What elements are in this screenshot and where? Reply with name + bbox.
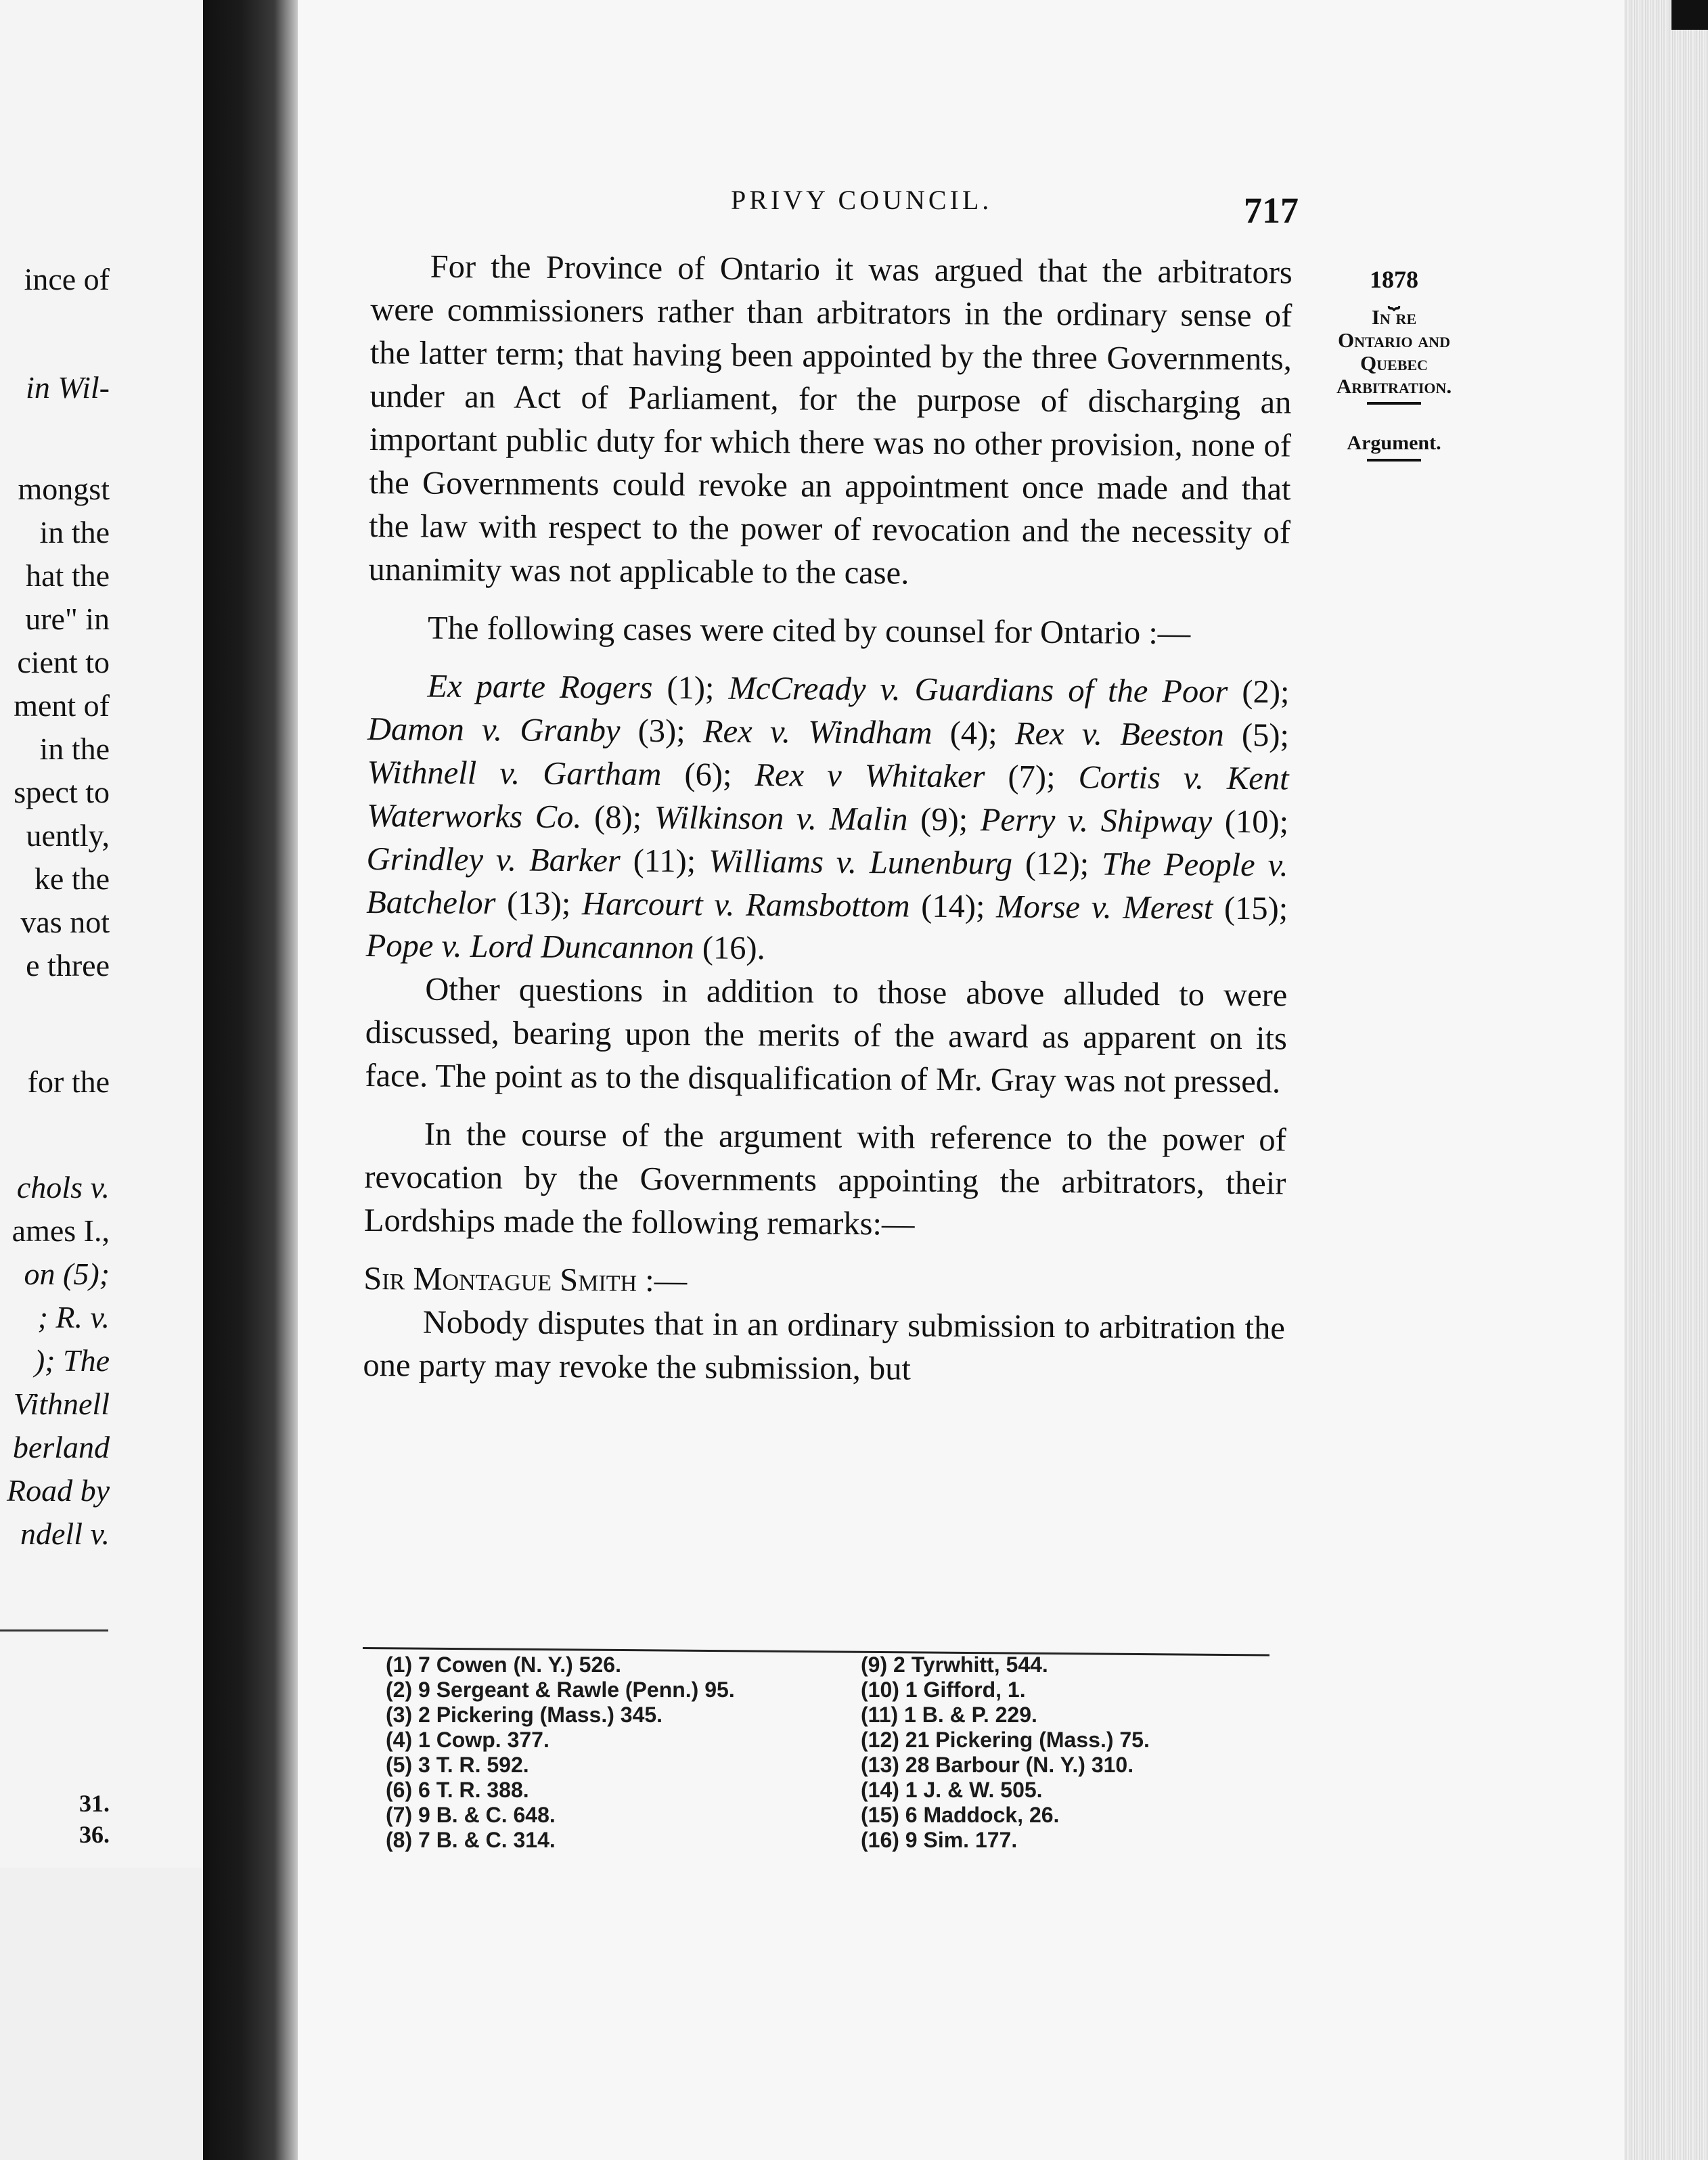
case-name: Morse v. Merest <box>995 888 1225 926</box>
case-reference: (4); <box>949 715 1016 752</box>
case-reference: (3); <box>637 713 704 750</box>
case-reference: (15); <box>1223 890 1288 927</box>
case-name: Wilkinson v. Malin <box>654 799 921 838</box>
page-edges <box>1624 0 1708 2160</box>
left-fragment: ince of <box>24 262 110 296</box>
case-name: Damon v. Granby <box>367 711 638 749</box>
footnote-entry: (7) 9 B. & C. 648. <box>386 1803 556 1827</box>
case-name: Williams v. Lunenburg <box>708 843 1026 882</box>
paragraph-other-questions: Other questions in addition to those above alluded to were discussed, bearing upon the merits of the award as apparent on its face. The point as to the disqualification of Mr. Gray was not pressed. <box>365 971 1288 1100</box>
left-fragment: vas not <box>20 905 110 939</box>
case-reference: (7); <box>1008 759 1079 796</box>
left-fragment: ); The <box>34 1343 110 1378</box>
case-name: Rex v. Beeston <box>1014 715 1242 754</box>
case-reference: (13); <box>506 885 583 922</box>
footnote-entry: (16) 9 Sim. 177. <box>861 1828 1018 1852</box>
left-fragment: in the <box>39 515 110 549</box>
marginal-brace: ⏟ <box>1388 287 1400 309</box>
marginal-rule <box>1367 459 1421 462</box>
case-name: Harcourt v. Ramsbottom <box>581 886 922 924</box>
left-footnote-rule <box>0 1629 108 1632</box>
case-reference: (12); <box>1025 845 1102 882</box>
footnote-entry: (9) 2 Tyrwhitt, 544. <box>861 1652 1048 1677</box>
footnote-entry: (13) 28 Barbour (N. Y.) 310. <box>861 1753 1134 1777</box>
footnote-entry: (14) 1 J. & W. 505. <box>861 1778 1043 1802</box>
left-fragment: in Wil- <box>26 370 110 405</box>
footnotes-column-2 <box>861 1652 1150 1853</box>
left-fragment: ke the <box>34 861 110 896</box>
left-fragment: cient to <box>17 645 110 679</box>
case-reference: (5); <box>1241 717 1290 754</box>
footnote-entry: (5) 3 T. R. 592. <box>386 1753 529 1777</box>
left-fragment: ure" in <box>25 602 110 636</box>
footnote-entry: (15) 6 Maddock, 26. <box>861 1803 1060 1827</box>
footnote-entry: (8) 7 B. & C. 314. <box>386 1828 556 1852</box>
body-text <box>363 245 1293 1393</box>
left-fragment: hat the <box>26 558 110 593</box>
case-reference: (11); <box>633 842 709 880</box>
marginal-case-line4: Arbitration. <box>1336 374 1452 398</box>
footnote-entry: (3) 2 Pickering (Mass.) 345. <box>386 1703 663 1727</box>
footnote-entry: (4) 1 Cowp. 377. <box>386 1728 549 1752</box>
case-name: Grindley v. Barker <box>366 840 633 879</box>
case-reference: (16). <box>702 930 765 967</box>
left-fragment: mongst <box>18 472 110 506</box>
background-below-left-page <box>0 1868 203 2160</box>
left-fragment: Road by <box>6 1473 110 1508</box>
case-reference: (10); <box>1224 803 1289 840</box>
footnote-entry: (12) 21 Pickering (Mass.) 75. <box>861 1728 1150 1752</box>
left-fragment: ment of <box>14 688 110 723</box>
left-fragment: berland <box>12 1430 110 1464</box>
left-fragment: uently, <box>26 818 110 853</box>
case-name: Perry v. Shipway <box>980 802 1225 840</box>
paragraph-cases-intro: The following cases were cited by counsel for Ontario :— <box>427 610 1191 652</box>
left-fragment: 31. <box>79 1790 110 1817</box>
footnote-entry: (1) 7 Cowen (N. Y.) 526. <box>386 1652 621 1677</box>
paragraph-argument: For the Province of Ontario it was argued that the arbitrators were commissioners rather than arbitrators in the ordinary sense of the latter term; that having been appointed by the three Governments, under an Act of Parliament, for the purpose of discharging an important public duty for which there was no other provision, none of the Governments could revoke an appointment once made and that the law with respect to the power of revocation and the necessity of unanimity was not applicable to the case. <box>368 248 1293 591</box>
case-name: Rex v Whitaker <box>755 757 1008 795</box>
left-fragment: chols v. <box>16 1170 110 1205</box>
marginal-case-line1: In re <box>1371 305 1417 329</box>
case-reference: (9); <box>920 801 981 838</box>
running-head: PRIVY COUNCIL. <box>731 185 993 215</box>
left-fragment: Vithnell <box>13 1387 110 1421</box>
left-fragment: spect to <box>14 775 110 809</box>
marginal-rule <box>1367 402 1421 405</box>
marginal-section: Argument. <box>1347 432 1441 454</box>
case-name: The People v. Batchelor <box>366 846 1288 922</box>
marginal-case-line2: Ontario and <box>1338 328 1450 352</box>
marginal-note <box>1306 268 1482 466</box>
footnote-entry: (2) 9 Sergeant & Rawle (Penn.) 95. <box>386 1678 735 1702</box>
case-reference: (8); <box>593 799 655 836</box>
case-reference: (2); <box>1242 674 1290 711</box>
footnotes-column-1 <box>386 1652 735 1853</box>
footnote-entry: (10) 1 Gifford, 1. <box>861 1678 1026 1702</box>
marginal-case-line3: Quebec <box>1360 351 1428 375</box>
marginal-year: 1878 <box>1370 266 1418 293</box>
left-fragment: e three <box>26 948 110 983</box>
footnote-entry: (6) 6 T. R. 388. <box>386 1778 529 1802</box>
page-number: 717 <box>1244 190 1299 231</box>
corner-shadow <box>1671 0 1708 30</box>
case-reference: (1); <box>667 670 729 706</box>
book-gutter-shadow <box>203 0 298 2160</box>
case-name: McCready v. Guardians of the Poor <box>728 670 1242 711</box>
case-name: Ex parte Rogers <box>427 668 667 706</box>
case-name: Rex v. Windham <box>702 713 950 751</box>
case-name: Withnell v. Gartham <box>367 754 685 793</box>
left-fragment: in the <box>39 732 110 766</box>
left-fragment: 36. <box>79 1821 110 1848</box>
left-fragment: on (5); <box>24 1257 110 1291</box>
case-reference: (14); <box>921 888 997 925</box>
left-fragment: ; R. v. <box>37 1300 110 1334</box>
left-fragment: ames I., <box>12 1213 110 1248</box>
case-name: Cortis v. Kent Waterworks Co. <box>366 759 1289 836</box>
case-name: Pope v. Lord Duncannon <box>365 927 703 966</box>
footnote-entry: (11) 1 B. & P. 229. <box>861 1703 1037 1727</box>
left-fragment: ndell v. <box>20 1516 110 1551</box>
left-fragment: for the <box>27 1064 110 1099</box>
left-facing-page <box>0 0 210 1868</box>
case-reference: (6); <box>684 757 755 793</box>
case-list <box>366 665 1290 974</box>
paragraph-revocation: In the course of the argument with reference to the power of revocation by the Governments appointing the arbitrators, their Lordships made the following remarks:— <box>363 1116 1286 1242</box>
speaker-heading: Sir Montague Smith :— <box>363 1260 688 1299</box>
paragraph-judgment: Nobody disputes that in an ordinary submission to arbitration the one party may revoke the submission, but <box>363 1304 1286 1387</box>
